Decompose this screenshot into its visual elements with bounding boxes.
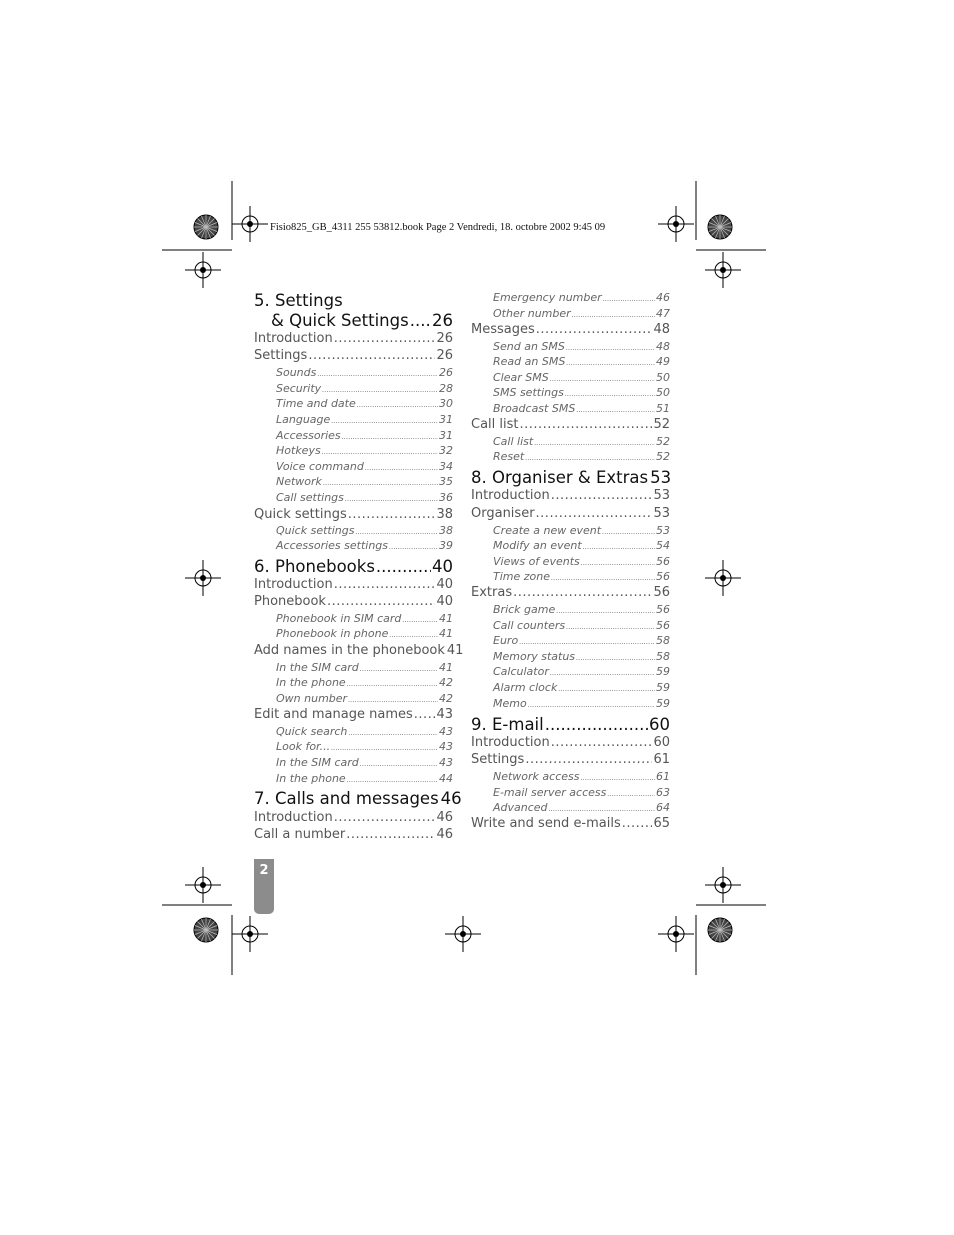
dot-leader <box>402 612 438 625</box>
toc-entry-title: Quick settings <box>254 507 347 522</box>
toc-entry-page: 52 <box>656 435 670 448</box>
toc-entry-title: Phonebook in phone <box>276 627 389 640</box>
toc-entry[interactable] <box>276 444 453 458</box>
dot-leader <box>342 429 438 442</box>
toc-entry-title: In the SIM card <box>276 756 359 769</box>
toc-entry-page: 42 <box>439 692 453 705</box>
toc-entry-title: Settings <box>471 752 525 767</box>
toc-entry[interactable] <box>471 816 670 832</box>
toc-entry-title: In the phone <box>276 772 346 785</box>
toc-entry-title: Messages <box>471 322 535 337</box>
toc-entry-section-5[interactable] <box>271 311 453 331</box>
dot-leader <box>334 810 436 825</box>
toc-entry-page: 41 <box>446 643 464 658</box>
dot-leader <box>308 348 435 363</box>
dot-leader <box>389 539 438 552</box>
toc-entry-page: 46 <box>436 810 453 825</box>
toc-entry-page: 40 <box>436 594 453 609</box>
toc-entry-page: 56 <box>656 603 670 616</box>
toc-entry-title: Look for... <box>276 740 331 753</box>
toc-entry-title: Quick settings <box>276 524 355 537</box>
dot-leader <box>545 715 648 734</box>
dot-leader <box>345 491 438 504</box>
toc-entry-title: E-mail server access <box>493 786 607 799</box>
dot-leader <box>360 661 438 674</box>
dot-leader <box>365 460 438 473</box>
toc-entry[interactable] <box>276 397 453 411</box>
toc-entry-title: Send an SMS <box>493 340 565 353</box>
dot-leader <box>550 665 655 678</box>
toc-entry-page: 52 <box>653 417 670 432</box>
toc-entry[interactable] <box>493 340 670 354</box>
dot-leader <box>550 371 655 384</box>
dot-leader <box>558 681 655 694</box>
toc-entry[interactable] <box>493 450 670 464</box>
toc-entry-title: Introduction <box>254 577 333 592</box>
dot-leader <box>357 397 438 410</box>
dot-leader <box>347 772 438 785</box>
toc-entry-title: 8. Organiser & Extras <box>471 468 649 487</box>
toc-entry-title: Broadcast SMS <box>493 402 576 415</box>
toc-entry-page: 26 <box>439 366 453 379</box>
toc-entry[interactable] <box>254 810 453 826</box>
toc-entry[interactable] <box>276 725 453 739</box>
toc-entry-page: 46 <box>440 789 462 808</box>
toc-entry-page: 26 <box>436 348 453 363</box>
toc-entry-page: 31 <box>439 413 453 426</box>
toc-entry[interactable] <box>276 692 453 706</box>
toc-entry-title: Call list <box>493 435 534 448</box>
toc-entry-title: Sounds <box>276 366 317 379</box>
dot-leader <box>347 676 438 689</box>
toc-entry-title: Phonebook in SIM card <box>276 612 402 625</box>
toc-entry-page: 61 <box>656 770 670 783</box>
toc-entry[interactable] <box>493 650 670 664</box>
toc-entry-page: 34 <box>439 460 453 473</box>
toc-entry[interactable] <box>276 772 453 786</box>
toc-entry-title: Accessories settings <box>276 539 389 552</box>
toc-entry[interactable] <box>254 827 453 843</box>
toc-entry-title: Write and send e-mails <box>471 816 621 831</box>
toc-entry[interactable] <box>493 435 670 449</box>
toc-entry-title: Extras <box>471 585 513 600</box>
toc-entry-page: 36 <box>439 491 453 504</box>
dot-leader <box>389 627 438 640</box>
dot-leader <box>581 555 655 568</box>
toc-entry-title: Network <box>276 475 322 488</box>
toc-entry-title: Memory status <box>493 650 576 663</box>
toc-entry-title: Call counters <box>493 619 566 632</box>
toc-entry-page: 47 <box>656 307 670 320</box>
toc-entry[interactable] <box>276 676 453 690</box>
dot-leader <box>525 450 655 463</box>
toc-entry-title: Read an SMS <box>493 355 566 368</box>
toc-entry-page: 64 <box>656 801 670 814</box>
toc-entry[interactable] <box>276 366 453 380</box>
toc-entry[interactable] <box>493 402 670 416</box>
toc-entry-title: & Quick Settings <box>271 311 409 330</box>
dot-leader <box>348 692 438 705</box>
dot-leader <box>334 577 436 592</box>
toc-entry[interactable] <box>276 627 453 641</box>
toc-entry-title: Hotkeys <box>276 444 321 457</box>
toc-entry-title: Advanced <box>493 801 548 814</box>
toc-entry[interactable] <box>254 507 453 523</box>
toc-entry-page: 59 <box>656 681 670 694</box>
toc-entry-page: 46 <box>656 291 670 304</box>
toc-entry[interactable] <box>276 524 453 538</box>
toc-entry-title: Call a number <box>254 827 346 842</box>
toc-entry-page: 48 <box>653 322 670 337</box>
toc-entry[interactable] <box>493 555 670 569</box>
dot-leader <box>520 417 653 432</box>
toc-entry-title: Euro <box>493 634 519 647</box>
toc-entry[interactable] <box>276 413 453 427</box>
toc-entry[interactable] <box>276 612 453 626</box>
toc-entry-page: 38 <box>439 524 453 537</box>
toc-entry-title: Introduction <box>254 331 333 346</box>
page-number: 2 <box>259 863 269 878</box>
dot-leader <box>556 603 655 616</box>
toc-entry[interactable] <box>493 371 670 385</box>
page-number-tab <box>254 859 274 914</box>
dot-leader <box>583 539 655 552</box>
toc-entry[interactable] <box>471 468 670 488</box>
toc-entry[interactable] <box>254 707 453 723</box>
dot-leader <box>414 707 436 722</box>
toc-entry-title: Settings <box>254 348 308 363</box>
toc-entry-page: 43 <box>439 740 453 753</box>
toc-entry-page: 39 <box>439 539 453 552</box>
dot-leader <box>331 413 438 426</box>
toc-entry[interactable] <box>493 786 670 800</box>
toc-entry-page: 43 <box>439 725 453 738</box>
toc-entry-page: 53 <box>656 524 670 537</box>
toc-entry-title: Add names in the phonebook <box>254 643 445 658</box>
toc-entry[interactable] <box>471 488 670 504</box>
toc-entry-page: 41 <box>439 661 453 674</box>
toc-entry[interactable] <box>493 307 670 321</box>
toc-entry[interactable] <box>276 491 453 505</box>
toc-entry[interactable] <box>493 539 670 553</box>
toc-entry[interactable] <box>493 681 670 695</box>
dot-leader <box>566 340 655 353</box>
toc-entry-title: Introduction <box>471 488 550 503</box>
toc-entry[interactable] <box>471 752 670 768</box>
toc-entry-page: 38 <box>436 507 453 522</box>
toc-entry-page: 56 <box>653 585 670 600</box>
dot-leader <box>519 634 655 647</box>
dot-leader <box>317 366 438 379</box>
toc-entry-page: 43 <box>439 756 453 769</box>
toc-entry-title: Calculator <box>493 665 549 678</box>
toc-entry[interactable] <box>254 348 453 364</box>
dot-leader <box>576 402 655 415</box>
dot-leader <box>334 331 436 346</box>
toc-entry-title: Accessories <box>276 429 341 442</box>
toc-entry[interactable] <box>471 417 670 433</box>
toc-entry-page: 26 <box>432 311 453 330</box>
dot-leader <box>376 557 431 576</box>
toc-entry-title: 6. Phonebooks <box>254 557 375 576</box>
dot-leader <box>572 307 655 320</box>
toc-entry-title: In the SIM card <box>276 661 359 674</box>
toc-entry[interactable] <box>471 715 670 735</box>
toc-entry-page: 54 <box>656 539 670 552</box>
toc-entry-page: 49 <box>656 355 670 368</box>
toc-entry[interactable] <box>276 429 453 443</box>
dot-leader <box>348 725 438 738</box>
toc-entry-page: 61 <box>653 752 670 767</box>
toc-entry-title: Phonebook <box>254 594 326 609</box>
toc-entry-title: Language <box>276 413 331 426</box>
toc-entry[interactable] <box>493 634 670 648</box>
toc-entry-page: 32 <box>439 444 453 457</box>
toc-entry[interactable] <box>254 331 453 347</box>
toc-entry-title: Alarm clock <box>493 681 558 694</box>
dot-leader <box>323 475 438 488</box>
toc-entry-title: Memo <box>493 697 527 710</box>
toc-entry[interactable] <box>493 619 670 633</box>
toc-entry[interactable] <box>493 770 670 784</box>
dot-leader <box>322 382 438 395</box>
dot-leader <box>603 291 655 304</box>
dot-leader <box>536 506 653 521</box>
toc-entry-page: 50 <box>656 386 670 399</box>
toc-entry-page: 53 <box>650 468 672 487</box>
toc-entry-page: 26 <box>436 331 453 346</box>
toc-entry-page: 46 <box>436 827 453 842</box>
toc-entry-title: Time and date <box>276 397 356 410</box>
toc-entry-title: Introduction <box>254 810 333 825</box>
toc-entry[interactable] <box>276 661 453 675</box>
toc-entry-page: 31 <box>439 429 453 442</box>
toc-entry[interactable] <box>493 570 670 584</box>
toc-entry-page: 56 <box>656 555 670 568</box>
toc-entry-page: 56 <box>656 619 670 632</box>
toc-entry[interactable] <box>493 386 670 400</box>
dot-leader <box>622 816 653 831</box>
dot-leader <box>331 740 438 753</box>
toc-entry[interactable] <box>254 577 453 593</box>
toc-entry[interactable] <box>276 756 453 770</box>
toc-entry-title: Clear SMS <box>493 371 549 384</box>
toc-entry[interactable] <box>493 697 670 711</box>
dot-leader <box>536 322 653 337</box>
toc-entry-title: Reset <box>493 450 525 463</box>
toc-entry[interactable] <box>276 460 453 474</box>
dot-leader <box>551 735 653 750</box>
toc-entry-title: Call settings <box>276 491 344 504</box>
toc-entry-title: Network access <box>493 770 580 783</box>
toc-entry[interactable] <box>471 735 670 751</box>
toc-entry-title: Views of events <box>493 555 580 568</box>
toc-entry[interactable] <box>276 539 453 553</box>
toc-entry-page: 40 <box>432 557 453 576</box>
toc-entry-title: In the phone <box>276 676 346 689</box>
dot-leader <box>355 524 438 537</box>
toc-entry[interactable] <box>276 475 453 489</box>
dot-leader <box>322 444 438 457</box>
toc-entry[interactable] <box>254 557 453 577</box>
toc-entry-title: 9. E-mail <box>471 715 544 734</box>
toc-entry[interactable] <box>254 789 462 809</box>
dot-leader <box>528 697 655 710</box>
toc-entry-page: 63 <box>656 786 670 799</box>
toc-entry-page: 52 <box>656 450 670 463</box>
dot-leader <box>551 570 655 583</box>
toc-entry-title: Edit and manage names <box>254 707 413 722</box>
dot-leader <box>602 524 655 537</box>
section-5-title-line1: 5. Settings <box>254 291 343 310</box>
toc-entry-title: Create a new event <box>493 524 602 537</box>
toc-entry-page: 53 <box>653 506 670 521</box>
toc-entry-page: 40 <box>436 577 453 592</box>
toc-entry-title: Call list <box>471 417 519 432</box>
toc-entry-title: Emergency number <box>493 291 602 304</box>
toc-entry-page: 48 <box>656 340 670 353</box>
toc-entry[interactable] <box>493 355 670 369</box>
dot-leader <box>566 619 655 632</box>
toc-entry-page: 30 <box>439 397 453 410</box>
dot-leader <box>360 756 438 769</box>
toc-entry-page: 50 <box>656 371 670 384</box>
toc-entry-title: Organiser <box>471 506 535 521</box>
toc-entry-title: Quick search <box>276 725 348 738</box>
dot-leader <box>348 507 436 522</box>
toc-entry[interactable] <box>493 524 670 538</box>
toc-entry-title: Security <box>276 382 322 395</box>
toc-entry[interactable] <box>254 594 453 610</box>
toc-entry-page: 42 <box>439 676 453 689</box>
toc-entry-title: SMS settings <box>493 386 564 399</box>
dot-leader <box>346 827 435 842</box>
toc-entry-page: 43 <box>436 707 453 722</box>
toc-entry[interactable] <box>254 643 464 659</box>
print-header: Fisio825_GB_4311 255 53812.book Page 2 Vendredi, 18. octobre 2002 9:45 09 <box>270 222 606 233</box>
toc-entry[interactable] <box>493 801 670 815</box>
toc-entry[interactable] <box>493 665 670 679</box>
toc-entry-title: 7. Calls and messages <box>254 789 439 808</box>
toc-entry-page: 28 <box>439 382 453 395</box>
dot-leader <box>513 585 652 600</box>
toc-entry[interactable] <box>276 382 453 396</box>
toc-entry-title: Voice command <box>276 460 364 473</box>
toc-entry[interactable] <box>276 740 453 754</box>
dot-leader <box>576 650 655 663</box>
toc-entry-title: Time zone <box>493 570 550 583</box>
toc-entry[interactable] <box>471 322 670 338</box>
toc-entry-page: 35 <box>439 475 453 488</box>
toc-entry-page: 58 <box>656 634 670 647</box>
toc-entry-page: 41 <box>439 627 453 640</box>
toc-entry-title: Brick game <box>493 603 556 616</box>
toc-entry[interactable] <box>471 506 670 522</box>
toc-entry[interactable] <box>471 585 670 601</box>
toc-entry-title: Modify an event <box>493 539 582 552</box>
toc-entry-title: Other number <box>493 307 571 320</box>
toc-entry-page: 56 <box>656 570 670 583</box>
toc-entry-title: Own number <box>276 692 348 705</box>
toc-entry-page: 51 <box>656 402 670 415</box>
toc-entry-page: 58 <box>656 650 670 663</box>
toc-entry-page: 59 <box>656 697 670 710</box>
toc-entry-page: 60 <box>653 735 670 750</box>
toc-entry-page: 59 <box>656 665 670 678</box>
dot-leader <box>581 770 656 783</box>
toc-entry-page: 41 <box>439 612 453 625</box>
toc-entry-page: 60 <box>649 715 670 734</box>
dot-leader <box>525 752 652 767</box>
dot-leader <box>565 386 655 399</box>
dot-leader <box>327 594 435 609</box>
toc-entry-page: 44 <box>439 772 453 785</box>
dot-leader <box>410 311 431 330</box>
toc-entry-title: Introduction <box>471 735 550 750</box>
dot-leader <box>549 801 655 814</box>
dot-leader <box>607 786 655 799</box>
toc-entry-page: 53 <box>653 488 670 503</box>
dot-leader <box>551 488 653 503</box>
toc-entry-page: 65 <box>653 816 670 831</box>
dot-leader <box>534 435 655 448</box>
toc-entry[interactable] <box>493 603 670 617</box>
dot-leader <box>566 355 655 368</box>
toc-entry[interactable] <box>493 291 670 305</box>
